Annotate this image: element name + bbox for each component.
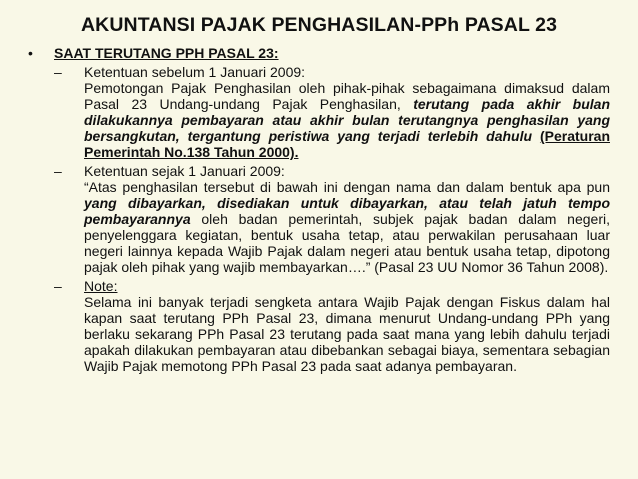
sub-item-since-2009 [54, 163, 610, 179]
para2-text: “Atas penghasilan tersebut di bawah ini dengan nama dan dalam bentuk apa pun [84, 179, 610, 195]
paragraph-before-2009 [84, 80, 610, 160]
para2-rest: oleh badan pemerintah, subjek pajak badan dalam negeri, penyelenggara kegiatan, bentuk usaha tetap, atau perwakilan perusahaan luar negeri lainnya kepada Wajib Pajak dalam negeri atau bentuk usaha tetap, dipotong pajak oleh pihak yang wajib membayarkan….” (Pasal 23 UU Nomor 36 Tahun 2008). [84, 211, 610, 275]
sub-label-before-2009: Ketentuan sebelum 1 Januari 2009: [84, 64, 306, 80]
para3-text: Selama ini banyak terjadi sengketa antara Wajib Pajak dengan Fiskus dalam hal kapan saat terutang PPh Pasal 23, dimana menurut Undang-undang PPh yang berlaku sekarang PPh Pasal 23 terutang pada saat mana yang lebih dahulu terjadi apakah dilakukan pembayaran atau dibebankan sebagai biaya, sementara sebagian Wajib Pajak memotong PPh Pasal 23 pada saat adanya pembayaran. [84, 294, 610, 374]
sub-label-note: Note: [84, 278, 118, 294]
paragraph-since-2009 [84, 179, 610, 275]
paragraph-note [84, 294, 610, 374]
main-bullet [28, 45, 610, 61]
para1-space [532, 128, 540, 144]
para1-emphasis: terutang pada akhir bulan dilakukannya pembayaran atau akhir bulan terutangnya penghasilan yang bersangkutan, tergantung peristiwa yang terjadi terlebih dahulu [84, 96, 610, 144]
dash-icon: – [54, 163, 62, 179]
section-heading: SAAT TERUTANG PPH PASAL 23: [54, 45, 279, 61]
para1-reference: (Peraturan Pemerintah No.138 Tahun 2000). [84, 128, 610, 160]
sub-list [54, 64, 610, 374]
sub-label-since-2009: Ketentuan sejak 1 Januari 2009: [84, 163, 285, 179]
dash-icon: – [54, 64, 62, 80]
para1-text: Pemotongan Pajak Penghasilan oleh pihak-pihak sebagaimana dimaksud dalam Pasal 23 Undang-undang Pajak Penghasilan, [84, 80, 610, 112]
slide-title: AKUNTANSI PAJAK PENGHASILAN-PPh PASAL 23 [80, 14, 558, 36]
content [28, 45, 610, 374]
bullet-icon: • [28, 45, 33, 61]
dash-icon: – [54, 278, 62, 294]
sub-item-note [54, 278, 610, 294]
para2-emphasis: yang dibayarkan, disediakan untuk dibayarkan, atau telah jatuh tempo pembayarannya [84, 195, 610, 227]
sub-item-before-2009 [54, 64, 610, 80]
